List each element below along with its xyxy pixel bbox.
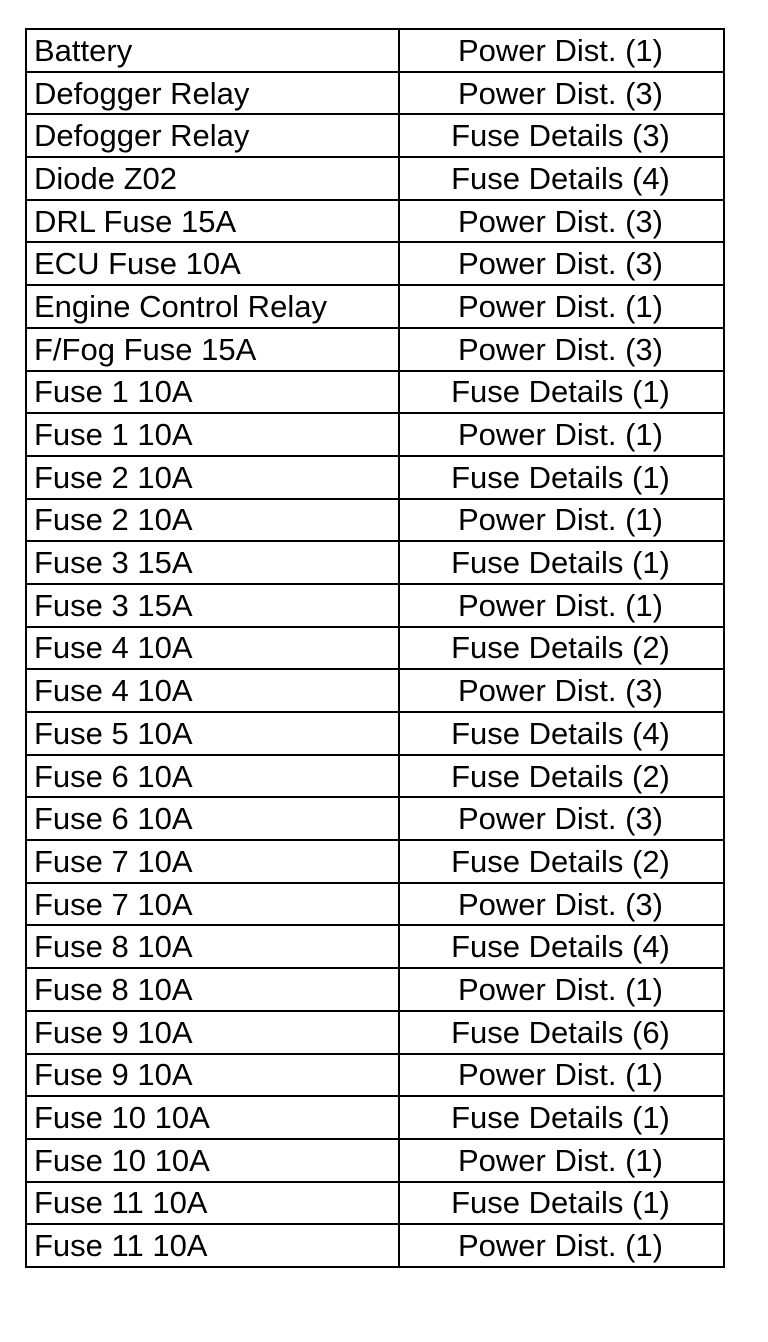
page-reference-cell: Fuse Details (1) [399, 1182, 724, 1225]
table-row [26, 114, 724, 157]
table-row [26, 1224, 724, 1267]
table-row [26, 371, 724, 414]
table-row [26, 456, 724, 499]
table-row [26, 968, 724, 1011]
table-row [26, 669, 724, 712]
page-reference-cell: Fuse Details (1) [399, 541, 724, 584]
page-reference-cell: Power Dist. (3) [399, 669, 724, 712]
component-name-cell: Fuse 2 10A [26, 456, 399, 499]
component-name-cell: Fuse 8 10A [26, 925, 399, 968]
component-name-cell: Fuse 9 10A [26, 1054, 399, 1097]
component-name-cell: Fuse 11 10A [26, 1224, 399, 1267]
component-name-cell: Fuse 6 10A [26, 755, 399, 798]
page-reference-cell: Fuse Details (3) [399, 114, 724, 157]
table-row [26, 328, 724, 371]
table-row [26, 755, 724, 798]
page-reference-cell: Power Dist. (1) [399, 1139, 724, 1182]
page-reference-cell: Power Dist. (3) [399, 797, 724, 840]
table-body [26, 29, 724, 1267]
component-name-cell: Fuse 1 10A [26, 371, 399, 414]
table-row [26, 413, 724, 456]
component-name-cell: Defogger Relay [26, 72, 399, 115]
component-name-cell: Fuse 10 10A [26, 1139, 399, 1182]
component-name-cell: Diode Z02 [26, 157, 399, 200]
table-row [26, 840, 724, 883]
component-name-cell: Fuse 5 10A [26, 712, 399, 755]
table-row [26, 499, 724, 542]
page-reference-cell: Fuse Details (2) [399, 755, 724, 798]
component-name-cell: Defogger Relay [26, 114, 399, 157]
component-name-cell: Fuse 3 15A [26, 541, 399, 584]
component-name-cell: Fuse 6 10A [26, 797, 399, 840]
table-row [26, 883, 724, 926]
table-row [26, 242, 724, 285]
page-reference-cell: Fuse Details (2) [399, 627, 724, 670]
table-row [26, 627, 724, 670]
component-name-cell: Fuse 11 10A [26, 1182, 399, 1225]
page-reference-cell: Fuse Details (6) [399, 1011, 724, 1054]
table-row [26, 285, 724, 328]
component-name-cell: Fuse 2 10A [26, 499, 399, 542]
table-row [26, 712, 724, 755]
table-row [26, 1139, 724, 1182]
page-reference-cell: Fuse Details (2) [399, 840, 724, 883]
component-name-cell: Fuse 1 10A [26, 413, 399, 456]
component-name-cell: Fuse 8 10A [26, 968, 399, 1011]
page-reference-cell: Power Dist. (1) [399, 968, 724, 1011]
table-row [26, 1182, 724, 1225]
component-name-cell: Fuse 7 10A [26, 883, 399, 926]
component-name-cell: ECU Fuse 10A [26, 242, 399, 285]
page-reference-cell: Power Dist. (3) [399, 883, 724, 926]
page-reference-cell: Power Dist. (3) [399, 72, 724, 115]
table-row [26, 157, 724, 200]
page-reference-cell: Fuse Details (1) [399, 1096, 724, 1139]
component-name-cell: Battery [26, 29, 399, 72]
table-row [26, 1011, 724, 1054]
page-reference-cell: Fuse Details (4) [399, 925, 724, 968]
page-reference-cell: Power Dist. (1) [399, 413, 724, 456]
page-reference-cell: Fuse Details (4) [399, 157, 724, 200]
table-row [26, 29, 724, 72]
page-reference-cell: Power Dist. (1) [399, 499, 724, 542]
component-name-cell: Fuse 4 10A [26, 627, 399, 670]
component-name-cell: Fuse 4 10A [26, 669, 399, 712]
component-name-cell: Fuse 9 10A [26, 1011, 399, 1054]
page-reference-cell: Power Dist. (3) [399, 200, 724, 243]
component-name-cell: Fuse 10 10A [26, 1096, 399, 1139]
table-row [26, 1054, 724, 1097]
component-name-cell: Fuse 3 15A [26, 584, 399, 627]
table-row [26, 72, 724, 115]
component-name-cell: Engine Control Relay [26, 285, 399, 328]
page-reference-cell: Fuse Details (1) [399, 456, 724, 499]
table-row [26, 200, 724, 243]
page-reference-cell: Fuse Details (1) [399, 371, 724, 414]
component-name-cell: DRL Fuse 15A [26, 200, 399, 243]
table-row [26, 1096, 724, 1139]
page-reference-cell: Power Dist. (1) [399, 1054, 724, 1097]
page-reference-cell: Power Dist. (1) [399, 285, 724, 328]
component-name-cell: Fuse 7 10A [26, 840, 399, 883]
table-row [26, 584, 724, 627]
page-reference-cell: Power Dist. (1) [399, 29, 724, 72]
table-row [26, 541, 724, 584]
page-reference-cell: Power Dist. (3) [399, 242, 724, 285]
page-reference-cell: Power Dist. (1) [399, 584, 724, 627]
component-index-table [25, 28, 725, 1268]
page-reference-cell: Fuse Details (4) [399, 712, 724, 755]
page-reference-cell: Power Dist. (3) [399, 328, 724, 371]
table-row [26, 925, 724, 968]
page-reference-cell: Power Dist. (1) [399, 1224, 724, 1267]
table-row [26, 797, 724, 840]
component-name-cell: F/Fog Fuse 15A [26, 328, 399, 371]
